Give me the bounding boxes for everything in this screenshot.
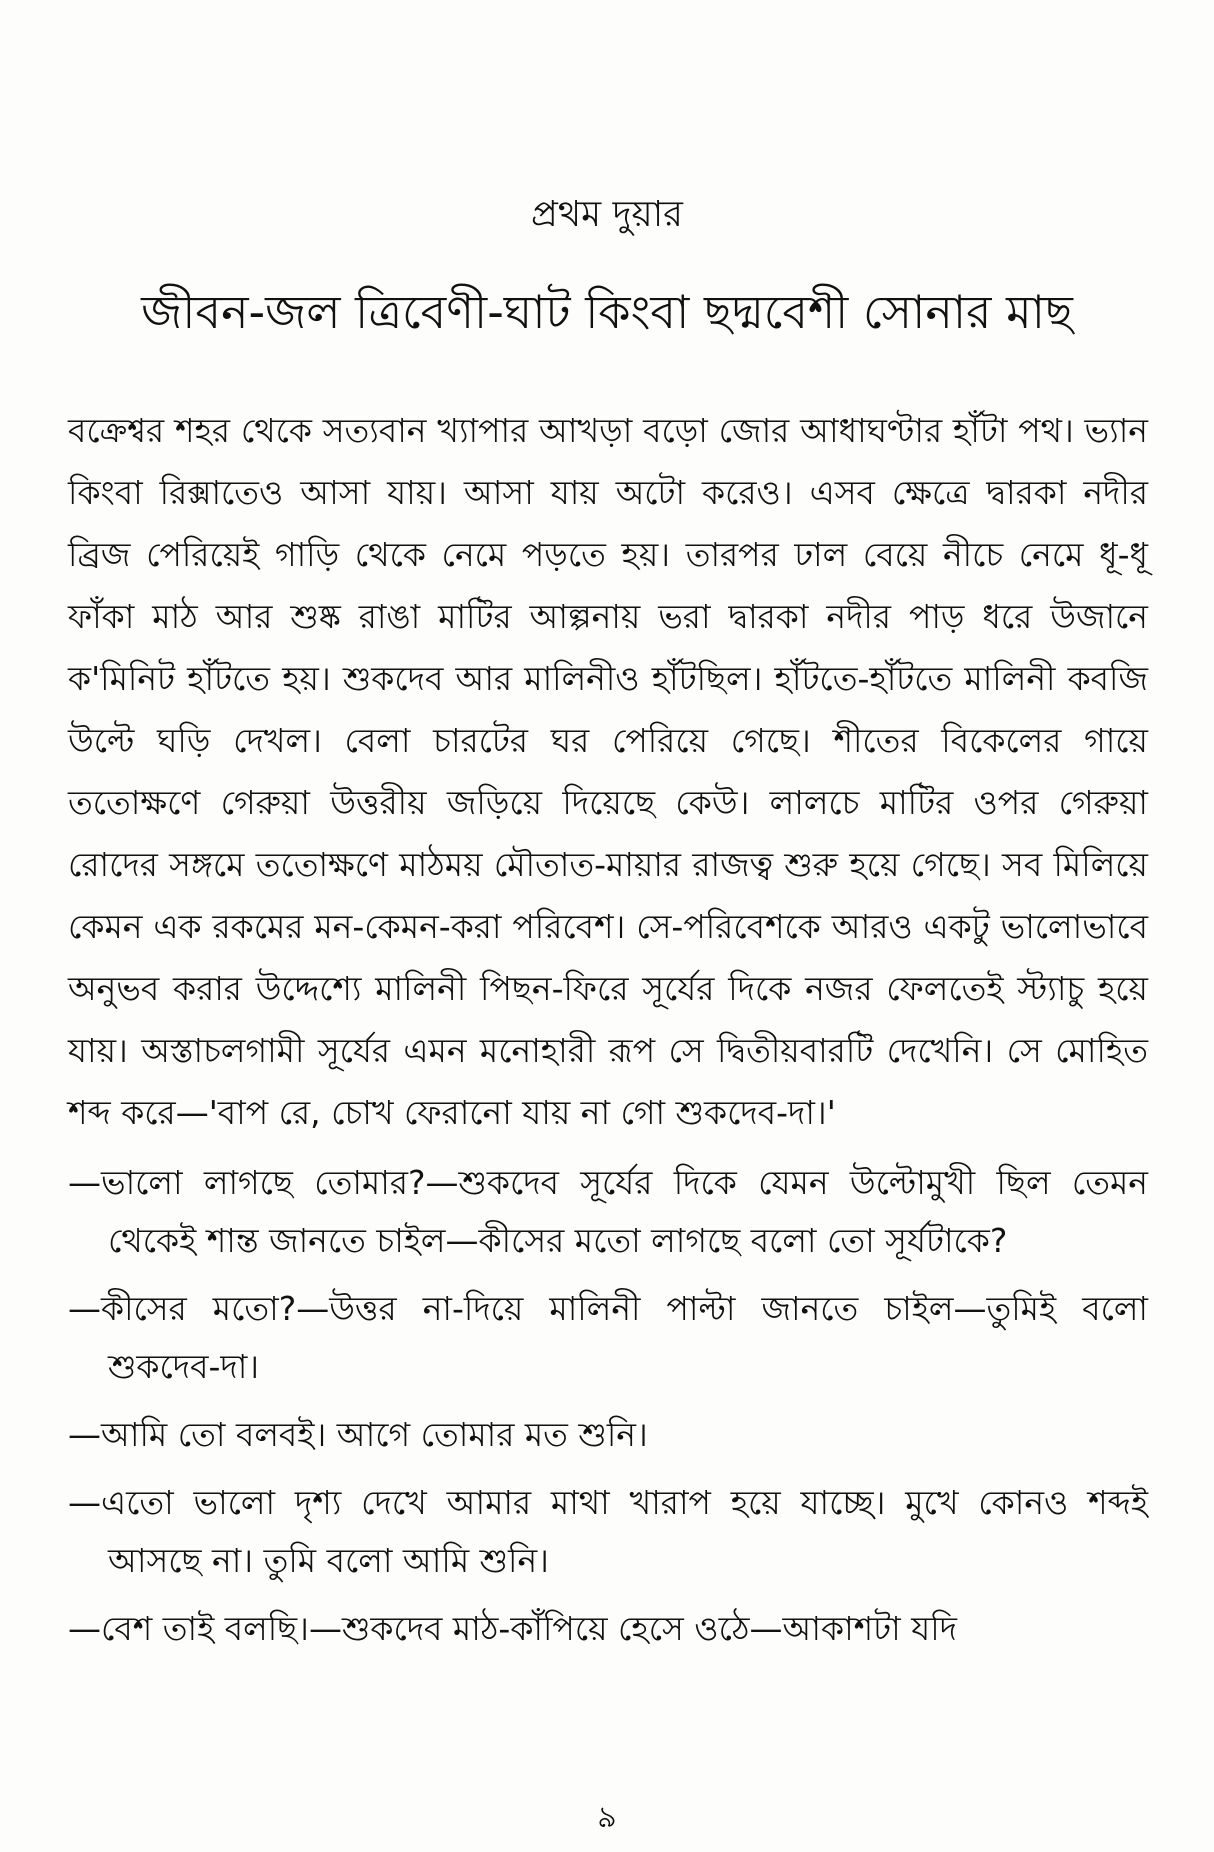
dialogue-line: —আমি তো বলবই। আগে তোমার মত শুনি। [68, 1415, 648, 1454]
section-label: প্রথম দুয়ার [531, 194, 683, 235]
page-number: ৯ [597, 1800, 617, 1835]
dialogue-line: —বেশ তাই বলছি।—শুকদেব মাঠ-কাঁপিয়ে হেসে ওঠে—আকাশটা যদি [68, 1609, 957, 1648]
opening-paragraph: বক্রেশ্বর শহর থেকে সত্যবান খ্যাপার আখড়া বড়ো জোর আধাঘণ্টার হাঁটা পথ। ভ্যান কিংবা রিক্সাতেও আসা যায়। আসা যায় অটো করেও। এসব ক্ষেত্রে দ্বারকা নদীর ব্রিজ পেরিয়েই গাড়ি থেকে নেমে পড়তে হয়। তারপর ঢাল বেয়ে নীচে নেমে ধূ-ধূ ফাঁকা মাঠ আর শুষ্ক রাঙা মাটির আল্পনায় ভরা দ্বারকা নদীর পাড় ধরে উজানে ক'মিনিট হাঁটতে হয়। শুকদেব আর মালিনীও হাঁটছিল। হাঁটতে-হাঁটতে মালিনী কবজি উল্টে ঘড়ি দেখল। বেলা চারটের ঘর পেরিয়ে গেছে। শীতের বিকেলের গায়ে ততোক্ষণে গেরুয়া উত্তরীয় জড়িয়ে দিয়েছে কেউ। লালচে মাটির ওপর গেরুয়া রোদের সঙ্গমে ততোক্ষণে মাঠময় মৌতাত-মায়ার রাজত্ব শুরু হয়ে গেছে। সব মিলিয়ে কেমন এক রকমের মন-কেমন-করা পরিবেশ। সে-পরিবেশকে আরও একটু ভালোভাবে অনুভব করার উদ্দেশ্যে মালিনী পিছন-ফিরে সূর্যের দিকে নজর ফেলতেই স্ট্যাচু হয়ে যায়। অস্তাচলগামী সূর্যের এমন মনোহারী রূপ সে দ্বিতীয়বারটি দেখেনি। সে মোহিত শব্দ করে—'বাপ রে, চোখ ফেরানো যায় না গো শুকদেব-দা।' [68, 411, 1148, 1132]
dialogue-line: —এতো ভালো দৃশ্য দেখে আমার মাথা খারাপ হয়ে যাচ্ছে। মুখে কোনও শব্দই আসছে না। তুমি বলো আমি শুনি। [68, 1483, 1148, 1580]
body-text [68, 400, 1148, 1658]
chapter-title: জীবন-জল ত্রিবেণী-ঘাট কিংবা ছদ্মবেশী সোনার মাছ [141, 285, 1073, 339]
dialogue-line: —ভালো লাগছে তোমার?—শুকদেব সূর্যের দিকে যেমন উল্টোমুখী ছিল তেমন থেকেই শান্ত জানতে চাইল—কীসের মতো লাগছে বলো তো সূর্যটাকে? [68, 1163, 1148, 1260]
dialogue-line: —কীসের মতো?—উত্তর না-দিয়ে মালিনী পাল্টা জানতে চাইল—তুমিই বলো শুকদেব-দা। [68, 1289, 1148, 1386]
